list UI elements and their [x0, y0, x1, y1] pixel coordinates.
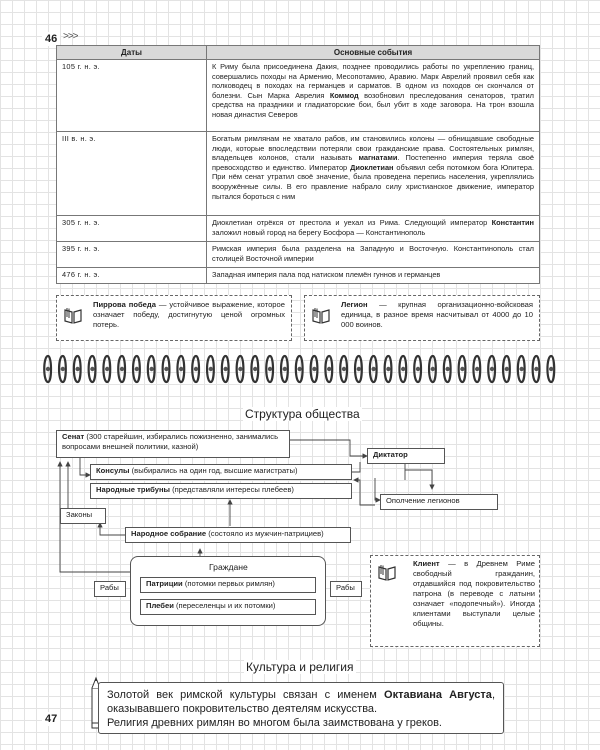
spiral-hole — [297, 367, 301, 371]
spiral-hole — [431, 367, 435, 371]
spiral-hole — [61, 367, 65, 371]
book-icon — [377, 564, 397, 582]
culture-title: Культура и религия — [246, 660, 354, 674]
spiral-hole — [386, 367, 390, 371]
citizens-label: Граждане — [209, 562, 248, 572]
book-icon — [63, 307, 83, 325]
dictator-box: Диктатор — [367, 448, 445, 464]
culture-note — [98, 682, 504, 734]
legions-box: Ополчение легионов — [380, 494, 498, 510]
definition-text: Легион — крупная организационно-войсковая единица, в разное время насчитывал от 4000 до 10 000 воинов. — [341, 300, 533, 329]
book-icon — [311, 307, 331, 325]
assembly-box: Народное собрание (состояло из мужчин-патрициев) — [125, 527, 351, 543]
event-date: 476 г. н. э. — [57, 268, 207, 284]
spiral-hole — [371, 367, 375, 371]
spiral-hole — [194, 367, 198, 371]
spiral-hole — [490, 367, 494, 371]
event-date: 305 г. н. э. — [57, 216, 207, 242]
events-table — [56, 45, 540, 284]
structure-title: Структура общества — [245, 407, 360, 421]
tribunes-box: Народные трибуны (представляли интересы плебеев) — [90, 483, 352, 499]
header-dates: Даты — [57, 46, 207, 60]
event-description: Римская империя была разделена на Западную и Восточную. Константинополь стал столицей Восточной империи — [207, 242, 540, 268]
event-date: 105 г. н. э. — [57, 60, 207, 132]
spiral-hole — [312, 367, 316, 371]
spiral-hole — [401, 367, 405, 371]
spiral-hole — [519, 367, 523, 371]
definition-term: Пиррова победа — [93, 300, 156, 309]
table-row — [57, 132, 540, 216]
definition-text: Пиррова победа — устойчивое выражение, которое означает победу, достигнутую ценой огромных потерь. — [93, 300, 285, 329]
spiral-hole — [475, 367, 479, 371]
spiral-hole — [90, 367, 94, 371]
event-description: Богатым римлянам не хватало рабов, им становились колоны — обнищавшие свободные люди, которые впоследствии потеряли свои гражданские права. Состоятельных римлян, владельцев колонов, стали называть магнатами. Постепенно империя теряла своё превосходство и единство. Император Диоклетиан объявил себя потомком бога Юпитера. При нём сенат утратил своё значение, была проведена перепись населения, укреплялись вооружённые силы. В его правление набрало силу христианское движение, император пытался бороться с ним — [207, 132, 540, 216]
spiral-binding — [40, 352, 560, 386]
patricians-box: Патриции (потомки первых римлян) — [140, 577, 316, 593]
spiral-hole — [75, 367, 79, 371]
spiral-hole — [164, 367, 168, 371]
spiral-hole — [445, 367, 449, 371]
consuls-box: Консулы (выбирались на один год, высшие магистраты) — [90, 464, 352, 480]
spiral-hole — [223, 367, 227, 371]
event-description: Диоклетиан отрёкся от престола и уехал из Рима. Следующий император Константин заложил новый город на берегу Босфора — Константинополь — [207, 216, 540, 242]
spiral-hole — [342, 367, 346, 371]
page-number-right: 47 — [42, 712, 60, 726]
spiral-hole — [549, 367, 553, 371]
event-description: К Риму была присоединена Дакия, позднее проводились работы по укреплению границ, совершались походы на Армению, Месопотамию, Аравию. Марк Аврелий проявил себя как полководец в походах на германцев и сарматов. В одном из походов он скончался от болезни. Сын Марка Аврелия Коммод возобновил преследования сенаторов, тратил средства на праздники и гладиаторские бои, был убит в ходе заговора. На трон взошла новая династия Северов — [207, 60, 540, 132]
event-description: Западная империя пала под натиском племён гуннов и германцев — [207, 268, 540, 284]
spiral-hole — [105, 367, 109, 371]
spiral-hole — [460, 367, 464, 371]
table-row — [57, 216, 540, 242]
definition-pyrrhic-victory — [56, 295, 292, 341]
definition-legion — [304, 295, 540, 341]
chevrons-decoration: >>> — [63, 31, 78, 42]
spiral-hole — [149, 367, 153, 371]
culture-line-1: Золотой век римской культуры связан с именем Октавиана Августа, оказывавшего покровительство деятелям искусства. — [107, 689, 495, 715]
spiral-hole — [238, 367, 242, 371]
table-row — [57, 242, 540, 268]
spiral-hole — [135, 367, 139, 371]
spiral-hole — [120, 367, 124, 371]
header-events: Основные события — [207, 46, 540, 60]
senate-box: Сенат (300 старейшин, избирались пожизненно, занимались вопросами внешней политики, казной) — [56, 430, 290, 458]
spiral-hole — [268, 367, 272, 371]
spiral-hole — [283, 367, 287, 371]
spiral-hole — [209, 367, 213, 371]
laws-box: Законы — [60, 508, 106, 524]
spiral-hole — [357, 367, 361, 371]
page-number-left: 46 — [42, 32, 60, 46]
table-row — [57, 60, 540, 132]
spiral-hole — [46, 367, 50, 371]
event-date: 395 г. н. э. — [57, 242, 207, 268]
spiral-hole — [179, 367, 183, 371]
table-row — [57, 268, 540, 284]
spiral-hole — [505, 367, 509, 371]
slaves-left-box: Рабы — [94, 581, 126, 597]
event-date: III в. н. э. — [57, 132, 207, 216]
spiral-hole — [416, 367, 420, 371]
definition-client — [370, 555, 540, 647]
spiral-hole — [327, 367, 331, 371]
client-text: Клиент — в Древнем Риме свободный гражданин, отдавшийся под покровительство патрона (в переводе с латыни означает «подопечный»). Иногда клиентами выступали целые общины. — [413, 559, 535, 628]
spiral-hole — [253, 367, 257, 371]
spiral-hole — [534, 367, 538, 371]
plebeians-box: Плебеи (переселенцы и их потомки) — [140, 599, 316, 615]
culture-line-2: Религия древних римлян во многом была заимствована у греков. — [107, 717, 442, 729]
slaves-right-box: Рабы — [330, 581, 362, 597]
